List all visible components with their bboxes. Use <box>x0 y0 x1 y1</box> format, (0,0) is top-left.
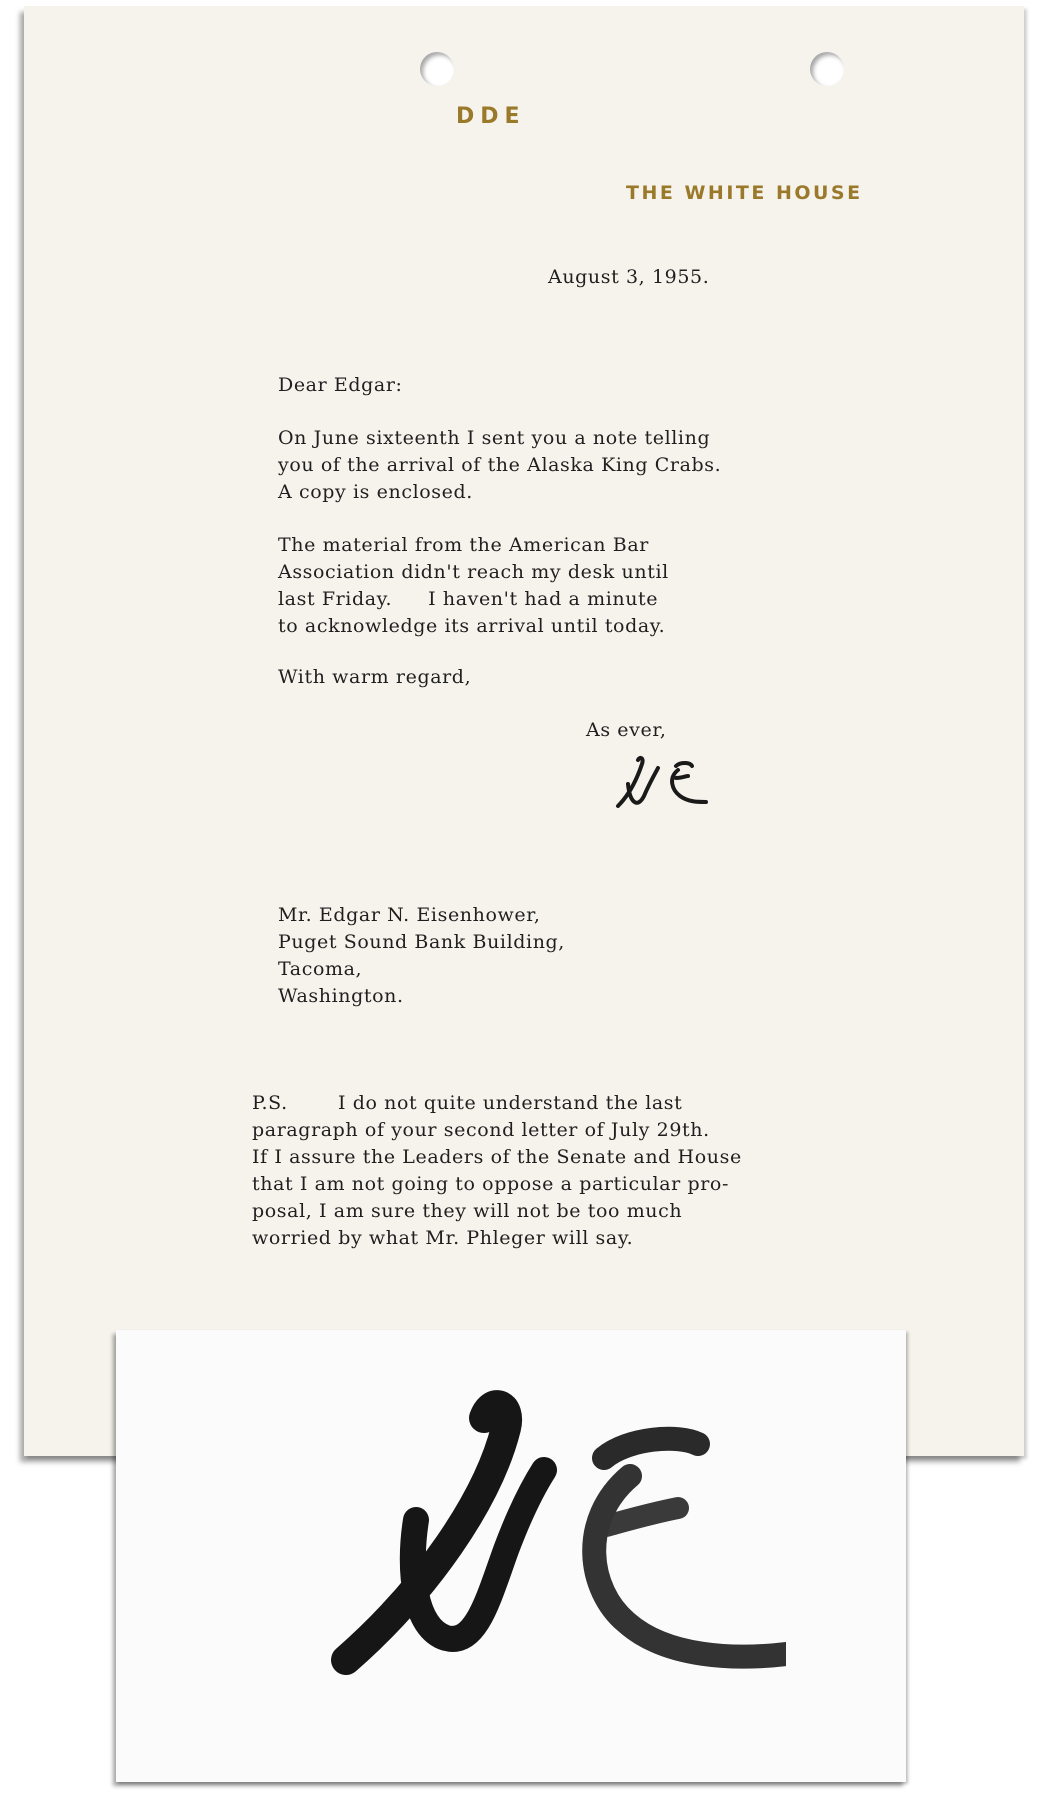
letterhead-office: THE WHITE HOUSE <box>626 182 863 204</box>
paragraph-2-line <box>278 586 669 613</box>
paragraph-2 <box>278 532 669 640</box>
closing: With warm regard, <box>278 666 472 688</box>
recipient-state: Washington. <box>278 985 404 1007</box>
postscript-text: I do not quite understand the last <box>338 1092 683 1114</box>
salutation: Dear Edgar: <box>278 374 403 396</box>
recipient-address <box>278 902 565 1010</box>
punch-hole-right <box>810 52 844 86</box>
postscript-line: worried by what Mr. Phleger will say. <box>252 1227 634 1249</box>
signature-large <box>226 1370 786 1700</box>
postscript-line: posal, I am sure they will not be too much <box>252 1200 683 1222</box>
signature-small <box>606 748 716 816</box>
letterhead-monogram: DDE <box>456 104 526 129</box>
paragraph-2-segment: I haven't had a minute <box>428 588 659 610</box>
postscript-line: If I assure the Leaders of the Senate and House <box>252 1146 742 1168</box>
postscript <box>252 1090 742 1252</box>
paragraph-1-line: you of the arrival of the Alaska King Crabs. <box>278 454 722 476</box>
recipient-name: Mr. Edgar N. Eisenhower, <box>278 904 541 926</box>
recipient-building: Puget Sound Bank Building, <box>278 931 565 953</box>
punch-hole-left <box>420 52 454 86</box>
paragraph-2-line: Association didn't reach my desk until <box>278 561 669 583</box>
paragraph-2-line: The material from the American Bar <box>278 534 649 556</box>
postscript-line: that I am not going to oppose a particular pro- <box>252 1173 729 1195</box>
postscript-line <box>252 1090 742 1117</box>
postscript-line: paragraph of your second letter of July 29th. <box>252 1119 710 1141</box>
letter-date: August 3, 1955. <box>548 266 710 288</box>
paragraph-1 <box>278 425 721 506</box>
paragraph-2-segment: last Friday. <box>278 588 393 610</box>
signature-detail-inset <box>116 1330 906 1782</box>
postscript-label: P.S. <box>252 1092 288 1114</box>
paragraph-1-line: A copy is enclosed. <box>278 481 473 503</box>
paragraph-1-line: On June sixteenth I sent you a note telling <box>278 427 711 449</box>
recipient-city: Tacoma, <box>278 958 363 980</box>
paragraph-2-line: to acknowledge its arrival until today. <box>278 615 666 637</box>
sign-off: As ever, <box>586 719 667 741</box>
